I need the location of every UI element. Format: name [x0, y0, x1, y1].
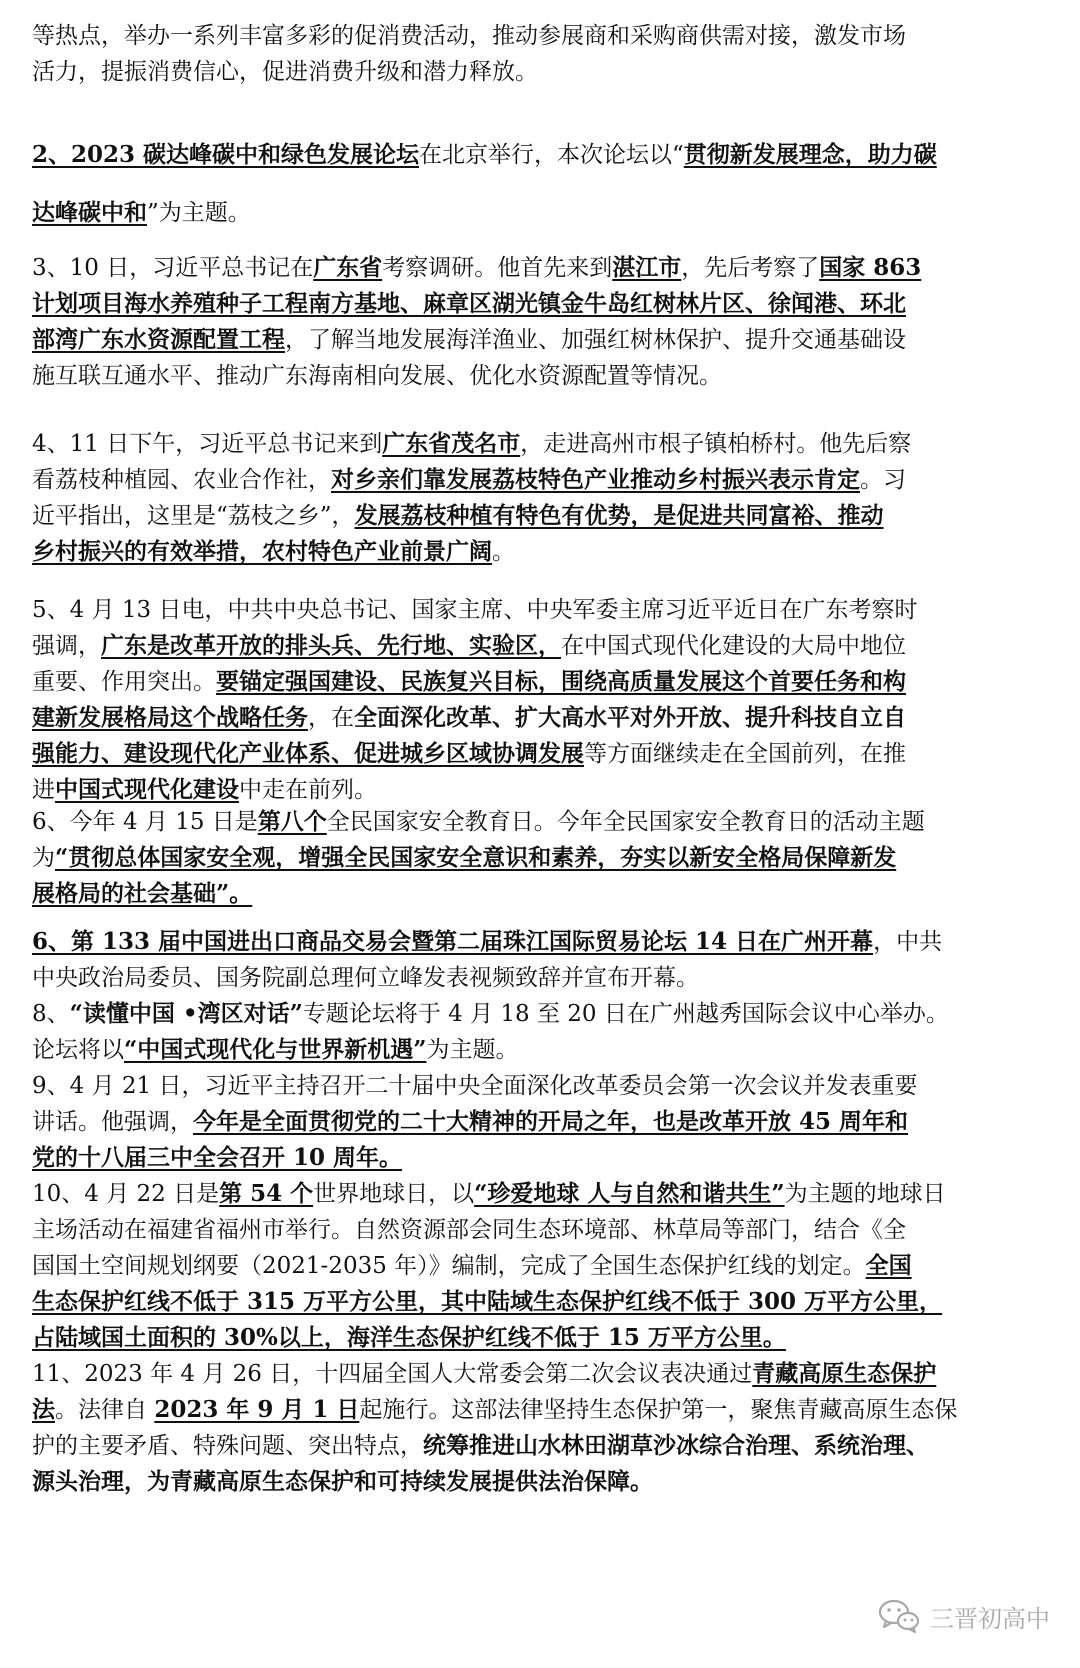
underlined-emphasis: 中国式现代化建设 — [55, 776, 239, 803]
underlined-emphasis: 2、2023 碳达峰碳中和绿色发展论坛 — [32, 141, 420, 168]
text-segment: 在中国式现代化建设的大局中地位 — [561, 633, 906, 659]
text-line — [32, 736, 1047, 772]
text-segment: 考察调研。他首先来到 — [382, 255, 613, 281]
text-segment: 3、10 日，习近平总书记在 — [32, 255, 314, 281]
underlined-emphasis: 2023 年 9 月 1 日 — [154, 1396, 360, 1423]
text-segment: 国国土空间规划纲要（2021-2035 年）》编制，完成了全国生态保护红线的划定。 — [32, 1253, 866, 1279]
text-segment: 护的主要矛盾、特殊问题、突出特点， — [32, 1433, 423, 1459]
text-line — [32, 1248, 1047, 1284]
text-line — [32, 1212, 1047, 1248]
underlined-emphasis: 第 54 个 — [219, 1180, 314, 1207]
text-segment: 强调， — [32, 633, 101, 659]
text-line — [32, 924, 1047, 960]
text-segment: 为主题。 — [426, 1037, 519, 1063]
text-segment: 主场活动在福建省福州市举行。自然资源部会同生态环境部、林草局等部门，结合《全 — [32, 1217, 906, 1243]
text-line — [32, 1356, 1047, 1392]
underlined-emphasis: 6、第 133 届中国进出口商品交易会暨第二届珠江国际贸易论坛 14 日在广州开幕 — [32, 928, 874, 955]
text-line — [32, 126, 1047, 184]
text-line — [32, 1428, 1047, 1464]
underlined-emphasis: 第八个 — [257, 808, 327, 835]
text-line — [32, 534, 1047, 570]
text-line — [32, 498, 1047, 534]
underlined-emphasis: 全国 — [865, 1252, 912, 1279]
paragraph — [32, 804, 1047, 912]
text-segment: 看荔枝种植园、农业合作社， — [32, 467, 331, 493]
paragraph — [32, 592, 1047, 808]
text-line — [32, 286, 1047, 322]
text-line — [32, 1392, 1047, 1428]
text-segment: 进 — [32, 777, 55, 803]
text-segment: 9、4 月 21 日，习近平主持召开二十届中央全面深化改革委员会第一次会议并发表重要 — [32, 1073, 918, 1099]
watermark — [878, 1594, 1050, 1638]
text-line — [32, 184, 1047, 242]
underlined-emphasis: 达峰碳中和 — [32, 199, 147, 226]
paragraph — [32, 426, 1047, 570]
text-segment: 11、2023 年 4 月 26 日，十四届全国人大常委会第二次会议表决通过 — [32, 1361, 753, 1387]
text-segment: ，走进高州市根子镇柏桥村。他先后察 — [520, 431, 912, 457]
text-segment: 专题论坛将于 4 月 18 至 20 日在广州越秀国际会议中心举办。 — [302, 1001, 949, 1027]
text-segment: 等方面继续走在全国前列，在推 — [584, 741, 906, 767]
underlined-emphasis: 贯彻新发展理念，助力碳 — [683, 141, 937, 168]
text-line — [32, 1320, 1047, 1356]
text-line — [32, 250, 1047, 286]
text-segment: 。习 — [860, 467, 906, 493]
text-segment: ，了解当地发展海洋渔业、加强红树林保护、提升交通基础设 — [285, 327, 906, 353]
text-line — [32, 628, 1047, 664]
text-segment: 。法律自 — [55, 1397, 155, 1423]
text-segment: 。 — [492, 539, 515, 565]
text-segment: 为 — [32, 845, 55, 871]
text-line — [32, 592, 1047, 628]
text-segment: 活力，提振消费信心，促进消费升级和潜力释放。 — [32, 59, 538, 85]
underlined-emphasis: 青藏高原生态保护 — [752, 1360, 937, 1387]
underlined-emphasis: “中国式现代化与世界新机遇” — [124, 1036, 427, 1063]
text-segment: ，先后考察了 — [681, 255, 820, 281]
paragraph — [32, 924, 1047, 1500]
text-segment: ，在 — [308, 705, 354, 731]
underlined-emphasis: “贯彻总体国家安全观，增强全民国家安全意识和素养，夯实以新安全格局保障新发 — [55, 844, 897, 871]
bold-emphasis: 全面深化改革、扩大高水平对外开放、提升科技自立自 — [354, 704, 906, 731]
text-segment: ，中共 — [873, 929, 943, 955]
text-line — [32, 322, 1047, 358]
text-segment: 4、11 日下午，习近平总书记来到 — [32, 431, 383, 457]
underlined-emphasis: 今年是全面贯彻党的二十大精神的开局之年，也是改革开放 45 周年和 — [193, 1108, 909, 1135]
text-segment: 10、4 月 22 日是 — [32, 1181, 220, 1207]
underlined-emphasis: 乡村振兴的有效举措，农村特色产业前景广阔 — [32, 538, 492, 565]
underlined-emphasis: 占陆域国土面积的 30%以上，海洋生态保护红线不低于 15 万平方公里。 — [32, 1324, 786, 1351]
text-line — [32, 840, 1047, 876]
text-segment: 等热点，举办一系列丰富多彩的促消费活动，推动参展商和采购商供需对接，激发市场 — [32, 23, 906, 49]
underlined-emphasis: 展格局的社会基础”。 — [32, 880, 253, 907]
text-line — [32, 772, 1047, 808]
text-line — [32, 1068, 1047, 1104]
text-line — [32, 804, 1047, 840]
text-line — [32, 1284, 1047, 1320]
underlined-emphasis: “珍爱地球 人与自然和谐共生” — [474, 1180, 785, 1207]
paragraph — [32, 18, 1047, 90]
text-line — [32, 426, 1047, 462]
text-segment: 6、今年 4 月 15 日是 — [32, 809, 258, 835]
text-segment: 全民国家安全教育日。今年全民国家安全教育日的活动主题 — [326, 809, 925, 835]
text-segment: 重要、作用突出。 — [32, 669, 216, 695]
text-line — [32, 18, 1047, 54]
underlined-emphasis: 国家 863 — [819, 254, 922, 281]
text-line — [32, 54, 1047, 90]
text-line — [32, 664, 1047, 700]
text-segment: 中走在前列。 — [239, 777, 377, 803]
text-line — [32, 996, 1047, 1032]
underlined-emphasis: 计划项目海水养殖种子工程南方基地、麻章区湖光镇金牛岛红树林片区、徐闻港、环北 — [32, 290, 906, 317]
text-segment: 为主题的地球日 — [784, 1181, 946, 1207]
text-line — [32, 358, 1047, 394]
text-segment: 中央政治局委员、国务院副总理何立峰发表视频致辞并宣布开幕。 — [32, 965, 699, 991]
text-segment: ”为主题。 — [147, 200, 251, 226]
underlined-emphasis: 建新发展格局这个战略任务 — [32, 704, 308, 731]
text-line — [32, 1032, 1047, 1068]
paragraph — [32, 126, 1047, 242]
text-segment: 起施行。这部法律坚持生态保护第一，聚焦青藏高原生态保 — [359, 1397, 958, 1423]
text-segment: 在北京举行，本次论坛以“ — [419, 142, 684, 168]
bold-emphasis: 统筹推进山水林田湖草沙冰综合治理、系统治理、 — [423, 1432, 929, 1459]
paragraph — [32, 250, 1047, 394]
text-segment: 5、4 月 13 日电，中共中央总书记、国家主席、中央军委主席习近平近日在广东考察时 — [32, 597, 918, 623]
text-line — [32, 700, 1047, 736]
text-segment: 施互联互通水平、推动广东海南相向发展、优化水资源配置等情况。 — [32, 363, 722, 389]
underlined-emphasis: 部湾广东水资源配置工程 — [32, 326, 285, 353]
underlined-emphasis: 广东是改革开放的排头兵、先行地、实验区， — [101, 632, 561, 659]
underlined-emphasis: 发展荔枝种植有特色有优势，是促进共同富裕、推动 — [354, 502, 884, 529]
text-line — [32, 1176, 1047, 1212]
underlined-emphasis: 湛江市 — [612, 254, 682, 281]
text-line — [32, 960, 1047, 996]
text-segment: 近平指出，这里是“荔枝之乡”， — [32, 503, 355, 529]
underlined-emphasis: 生态保护红线不低于 315 万平方公里，其中陆域生态保护红线不低于 300 万平方公里， — [32, 1288, 943, 1315]
wechat-icon — [878, 1598, 920, 1634]
text-segment: 世界地球日，以 — [313, 1181, 475, 1207]
underlined-emphasis: 党的十八届三中全会召开 10 周年。 — [32, 1144, 403, 1171]
text-segment: 8、 — [32, 1001, 70, 1027]
underlined-emphasis: 法 — [32, 1396, 55, 1423]
text-line — [32, 1140, 1047, 1176]
underlined-emphasis: 广东省茂名市 — [382, 430, 521, 457]
underlined-emphasis: 强能力、建设现代化产业体系、促进城乡区域协调发展 — [32, 740, 584, 767]
underlined-emphasis: 对乡亲们靠发展荔枝特色产业推动乡村振兴表示肯定 — [331, 466, 860, 493]
underlined-emphasis: 要锚定强国建设、民族复兴目标，围绕高质量发展这个首要任务和构 — [216, 668, 906, 695]
text-line — [32, 462, 1047, 498]
text-line — [32, 1464, 1047, 1500]
text-line — [32, 1104, 1047, 1140]
underlined-emphasis: 广东省 — [313, 254, 383, 281]
text-segment: 讲话。他强调， — [32, 1109, 193, 1135]
watermark-text: 三晋初高中 — [930, 1604, 1050, 1633]
text-segment: 论坛将以 — [32, 1037, 124, 1063]
text-line — [32, 876, 1047, 912]
bold-emphasis: 源头治理，为青藏高原生态保护和可持续发展提供法治保障。 — [32, 1468, 653, 1495]
bold-emphasis: “读懂中国 •湾区对话” — [69, 1000, 303, 1027]
